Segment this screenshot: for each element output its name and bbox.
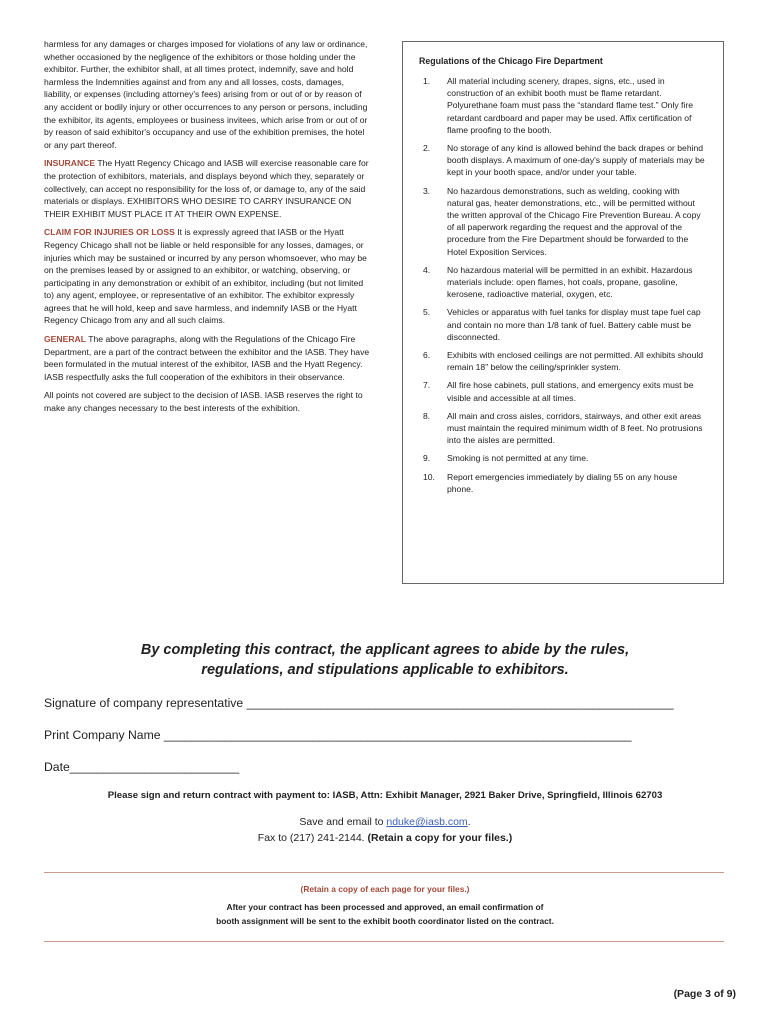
- closing-paragraph: All points not covered are subject to the decision of IASB. IASB reserves the right to make any changes necessary to the best interests of the exhibition.: [44, 390, 363, 414]
- retain-copy-note: (Retain a copy for your files.): [367, 832, 513, 844]
- retain-pages-note: (Retain a copy of each page for your files.): [300, 884, 470, 894]
- regulation-item: [419, 306, 705, 343]
- regulation-item: [419, 142, 705, 179]
- regulations-list: [419, 75, 705, 495]
- item-text: All main and cross aisles, corridors, stairways, and other exit areas must maintain the required minimum width of 8 feet. No protrusions into the aisles are permitted.: [447, 410, 703, 446]
- email-suffix: .: [467, 816, 471, 828]
- email-line: [0, 816, 770, 828]
- divider-top: [44, 872, 724, 873]
- item-number: 1.: [423, 76, 431, 86]
- email-prefix: Save and email to: [299, 816, 387, 828]
- fire-regulations-box: [402, 41, 724, 584]
- fax-text: Fax to (217) 241-2144.: [257, 832, 368, 844]
- item-text: Smoking is not permitted at any time.: [447, 453, 589, 464]
- item-number: 9.: [423, 453, 431, 464]
- confirmation-notice-line-2: booth assignment will be sent to the exhibit booth coordinator listed on the contract.: [216, 916, 554, 926]
- item-number: 3.: [423, 185, 431, 196]
- signature-field[interactable]: Signature of company representative _______________________________________________________________: [44, 696, 674, 710]
- claim-paragraph: [44, 226, 370, 327]
- item-text: All fire hose cabinets, pull stations, and emergency exits must be visible and accessible at all times.: [447, 380, 694, 403]
- item-text: All material including scenery, drapes, signs, etc., used in construction of an exhibit booth must be flame retardant. Polyurethane foam must pass the “standard flame test.” Only fire retardant cardboard and paper may be used. Affix certification of flame proofing to the booth.: [447, 76, 693, 135]
- item-text: No storage of any kind is allowed behind the back drapes or behind booth displays. A maximum of one-day's supply of materials may be kept in your booth space, and/or under your table.: [447, 143, 705, 178]
- regulations-title: Regulations of the Chicago Fire Department: [419, 56, 603, 66]
- regulation-item: [419, 452, 705, 464]
- indemnity-paragraph: harmless for any damages or charges imposed for violations of any law or ordinance, whether occasioned by the negligence of the exhibitors or those holding under the exhibitor. Further, the exhibitor shall, at all times protect, indemnify, save and hold harmless the Indemnities against and from any and all losses, costs, damages, liability, or expenses (including attorney's fees) arising from or out of or by reason of any accident or bodily injury or other occurrences to any person or persons, including the exhibitor, its agents, employees or business invitees, which arise from or out of or by reason of said exhibitor's occupancy and use of the exhibition premises, the hotel or any part thereof.: [44, 39, 368, 150]
- item-number: 6.: [423, 350, 431, 361]
- regulation-item: [419, 185, 705, 258]
- agreement-statement: [90, 640, 680, 680]
- item-text: Report emergencies immediately by dialing 55 on any house phone.: [447, 471, 678, 494]
- item-text: No hazardous material will be permitted in an exhibit. Hazardous materials include: open flames, hot coals, propane, gasoline, kerosene, radioactive material, oxygen, etc.: [447, 264, 693, 300]
- item-number: 8.: [423, 410, 431, 421]
- agreement-line-2: regulations, and stipulations applicable to exhibitors.: [201, 662, 569, 678]
- insurance-heading: INSURANCE: [44, 158, 96, 169]
- company-name-field[interactable]: Print Company Name _____________________________________________________________________: [44, 728, 632, 742]
- regulation-item: [419, 379, 705, 403]
- item-number: 10.: [423, 471, 435, 482]
- regulation-item: [419, 75, 705, 136]
- terms-column: [44, 38, 370, 421]
- general-heading: GENERAL: [44, 334, 87, 345]
- date-field[interactable]: Date_________________________: [44, 760, 240, 774]
- regulation-item: [419, 471, 705, 495]
- divider-bottom: [44, 941, 724, 942]
- item-number: 7.: [423, 380, 431, 391]
- fax-line: [0, 832, 770, 844]
- page-number: (Page 3 of 9): [673, 988, 736, 1000]
- claim-heading: CLAIM FOR INJURIES OR LOSS: [44, 227, 175, 238]
- general-text: The above paragraphs, along with the Regulations of the Chicago Fire Department, are a part of the contract between the exhibitor and the IASB. They have been formulated in the mutual interest of the exhibitor, IASB and the Hyatt Regency. IASB respectfully asks the full cooperation of the exhibitors in their observance.: [44, 334, 370, 382]
- item-number: 5.: [423, 307, 431, 318]
- item-number: 4.: [423, 264, 431, 275]
- insurance-paragraph: [44, 157, 370, 220]
- item-number: 2.: [423, 143, 431, 154]
- item-text: Vehicles or apparatus with fuel tanks for display must tape fuel cap and contain no more than 1/8 tank of fuel. Battery cable must be disconnected.: [447, 307, 701, 342]
- confirmation-notice-line-1: After your contract has been processed and approved, an email confirmation of: [226, 902, 544, 912]
- item-text: No hazardous demonstrations, such as welding, cooking with natural gas, heater demonstrations, etc., will be permitted without the written approval of the Chicago Fire Prevention Bureau. A copy of all paperwork regarding the request and the approval of the procedure from the Fire Department should be forwarded to the Hotel Exposition Services.: [447, 185, 701, 257]
- regulation-item: [419, 349, 705, 373]
- regulation-item: [419, 264, 705, 301]
- agreement-line-1: By completing this contract, the applicant agrees to abide by the rules,: [140, 642, 630, 658]
- claim-text: It is expressly agreed that IASB or the Hyatt Regency Chicago shall not be liable or held responsible for any losses, damages, or injuries which may be sustained or incurred by any person whomsoever, who may be on the premises leased by or assigned to an exhibitor, or watching, observing, or participating in any demonstration or exhibit of an exhibitor, including (but not limited to) any agent, employee, or representative of an exhibitor. The exhibitor expressly agrees that he will hold, keep and save harmless, and indemnify IASB or the Hyatt Regency Chicago from any and all such claims.: [44, 227, 367, 326]
- regulation-item: [419, 410, 705, 447]
- item-text: Exhibits with enclosed ceilings are not permitted. All exhibits should remain 18” below the ceiling/sprinkler system.: [447, 350, 704, 373]
- email-link[interactable]: nduke@iasb.com: [386, 816, 468, 828]
- insurance-text: The Hyatt Regency Chicago and IASB will exercise reasonable care for the protection of exhibitors, materials, and displays beyond which they, separately or collectively, can accept no responsibility for the loss of, or damage to, any of the said materials or displays. EXHIBITORS WHO DESIRE TO CARRY INSURANCE ON THEIR EXHIBIT MUST PLACE IT AT THEIR OWN EXPENSE.: [44, 158, 369, 219]
- general-paragraph: [44, 333, 370, 383]
- return-instructions: Please sign and return contract with payment to: IASB, Attn: Exhibit Manager, 2921 Baker Drive, Springfield, Illinois 62703: [107, 790, 663, 801]
